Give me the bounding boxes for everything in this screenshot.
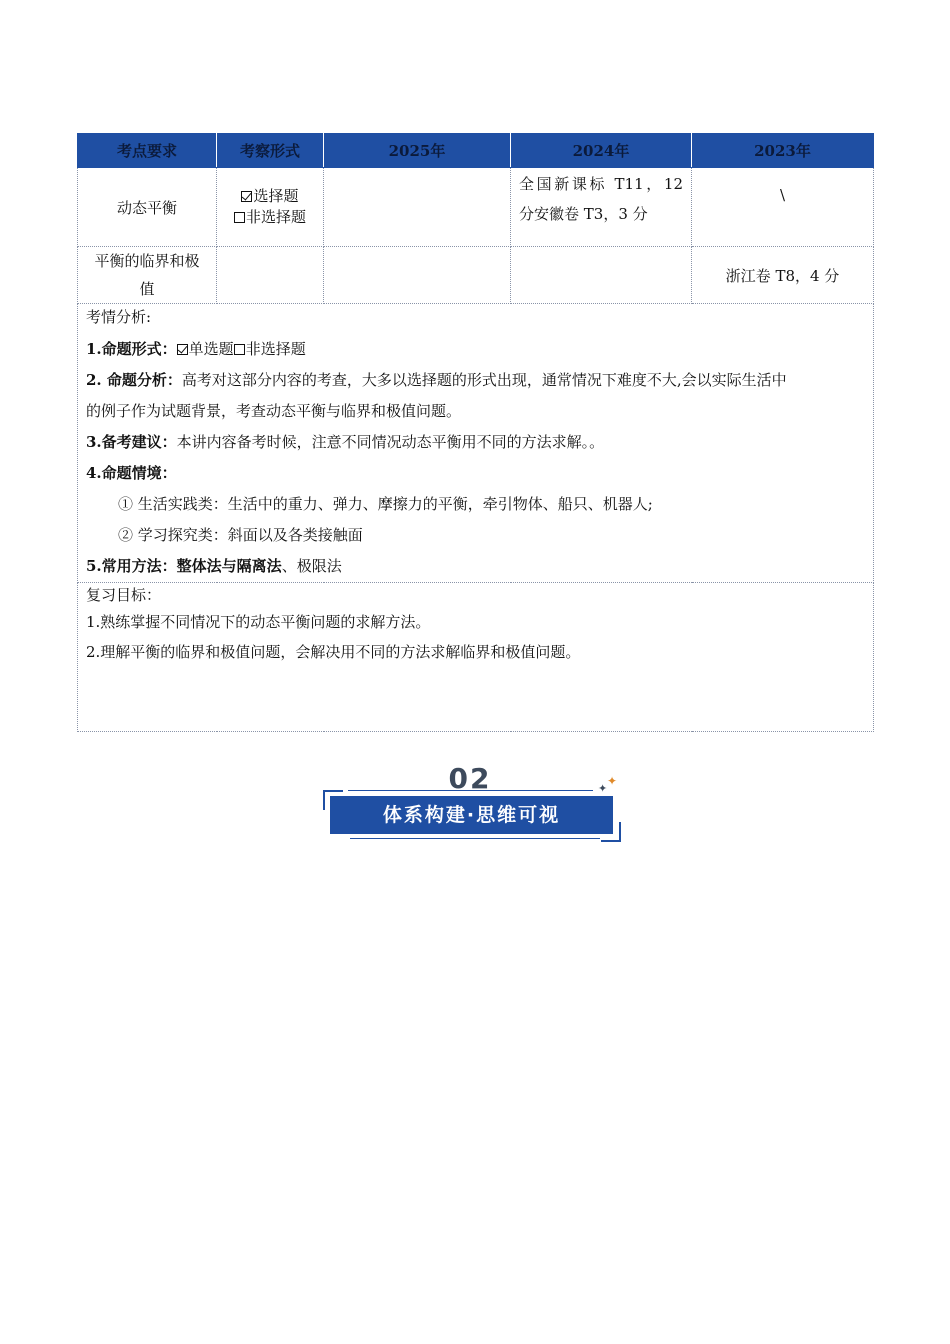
sparkle-small-icon: ✦: [598, 782, 608, 795]
advice-label: 3.备考建议：: [86, 433, 177, 451]
topic-cell: [78, 247, 217, 304]
y2025-cell-empty: [324, 247, 511, 304]
form-choice-line: [217, 186, 323, 207]
unchecked-checkbox-icon: [234, 344, 245, 355]
goal-item-2: 2.理解平衡的临界和极值问题，会解决用不同的方法求解临界和极值问题。: [86, 643, 581, 661]
analysis-text1: 高考对这部分内容的考查，大多以选择题的形式出现，通常情况下难度不大,会以实际生活中: [181, 371, 787, 389]
header-form: 考察形式: [217, 134, 324, 168]
analysis-row: [78, 304, 874, 583]
form-nonchoice-label: 非选择题: [245, 208, 306, 226]
analysis-heading: 考情分析:: [86, 308, 152, 326]
goals-row: [78, 583, 874, 732]
goals-cell: [78, 583, 874, 732]
frame-line-top: [348, 790, 593, 791]
sparkle-icon: ✦: [607, 774, 618, 788]
form-nonchoice-line: [217, 207, 323, 228]
goal-item-1: 1.熟练掌握不同情况下的动态平衡问题的求解方法。: [86, 613, 431, 631]
y2024-cell: [511, 168, 692, 247]
form-cell: [217, 168, 324, 247]
unchecked-checkbox-icon: [234, 212, 245, 223]
header-2023: 2023年: [692, 134, 874, 168]
checked-checkbox-icon: [241, 191, 252, 202]
y2024-line2: 分安徽卷 T3，3 分: [519, 205, 648, 223]
form-choice-label: 选择题: [253, 187, 299, 205]
topic-line2: 值: [139, 280, 155, 298]
exam-table: [77, 133, 874, 732]
form-label: 1.命题形式：: [86, 340, 177, 358]
table-row: [78, 168, 874, 247]
advice-line: [86, 427, 865, 458]
frame-corner-right: [601, 822, 621, 842]
section-banner: [320, 762, 620, 844]
section-title: 体系构建·思维可视: [330, 796, 613, 834]
table-header-row: [78, 134, 874, 168]
form-nonchoice: 非选择题: [245, 340, 306, 358]
header-2024: 2024年: [511, 134, 692, 168]
goals-heading: 复习目标：: [86, 586, 162, 604]
analysis-label: 2. 命题分析：: [86, 371, 182, 389]
method-line: [86, 551, 865, 582]
header-requirement: 考点要求: [78, 134, 217, 168]
y2023-cell: \: [692, 168, 874, 247]
context-heading: 4.命题情境：: [86, 464, 177, 482]
method-label: 5.常用方法：: [86, 557, 177, 575]
y2025-cell: [324, 168, 511, 247]
header-2025: 2025年: [324, 134, 511, 168]
table-row: [78, 247, 874, 304]
context-item-1: ① 生活实践类：生活中的重力、弹力、摩擦力的平衡，牵引物体、船只、机器人;: [118, 495, 653, 513]
y2024-line1: 全国新课标 T11，12: [519, 175, 683, 193]
topic-cell: 动态平衡: [78, 168, 217, 247]
checked-checkbox-icon: [177, 344, 188, 355]
frame-line-bottom: [350, 838, 600, 839]
form-single: 单选题: [188, 340, 234, 358]
topic-line1: 平衡的临界和极: [94, 252, 200, 270]
advice-text: 本讲内容备考时候，注意不同情况动态平衡用不同的方法求解。。: [176, 433, 605, 451]
method-bold: 整体法与隔离法: [176, 557, 282, 575]
analysis-line1: [86, 365, 865, 396]
form-line: [86, 334, 865, 365]
y2023-cell: 浙江卷 T8，4 分: [692, 247, 874, 304]
context-item-2: ② 学习探究类：斜面以及各类接触面: [118, 526, 363, 544]
analysis-line2: 的例子作为试题背景，考查动态平衡与临界和极值问题。: [86, 402, 462, 420]
y2024-cell-empty: [511, 247, 692, 304]
analysis-cell: [78, 304, 874, 583]
method-rest: 、极限法: [281, 557, 342, 575]
section-number: 02: [448, 762, 492, 795]
form-cell-empty: [217, 247, 324, 304]
